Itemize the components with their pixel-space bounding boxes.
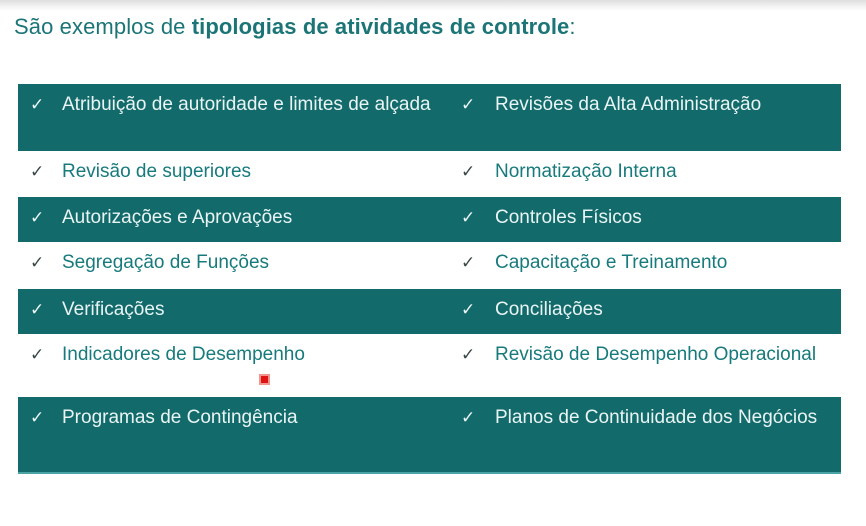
table-cell [18,197,461,242]
page-title-suffix: : [569,14,576,39]
table-row [18,151,841,197]
red-pointer-marker-icon [259,374,270,385]
list-item: Atribuição de autoridade e limites de alçada [62,94,431,115]
check-icon: ✓ [461,300,476,319]
table-cell [461,197,841,242]
table-cell [18,242,461,289]
list-item: Revisões da Alta Administração [495,94,762,115]
list-item: Autorizações e Aprovações [62,207,293,228]
table-cell [461,151,841,197]
page-title [14,14,576,40]
table-row [18,84,841,151]
check-icon: ✓ [461,162,476,181]
table-cell [461,242,841,289]
check-icon: ✓ [461,345,476,364]
check-icon: ✓ [30,95,45,114]
check-icon: ✓ [461,208,476,227]
table-cell [18,151,461,197]
check-icon: ✓ [30,408,45,427]
table-cell [18,334,461,397]
table-cell [18,397,461,472]
page-title-emphasis: tipologias de atividades de controle [191,14,570,39]
list-item: Planos de Continuidade dos Negócios [495,407,818,428]
table-cell [18,84,461,151]
top-edge-fade [0,0,866,11]
check-icon: ✓ [461,253,476,272]
table-cell [461,84,841,151]
check-icon: ✓ [30,345,45,364]
control-typologies-table [18,84,841,474]
table-row [18,197,841,242]
list-item: Revisão de Desempenho Operacional [495,344,817,365]
table-cell [461,334,841,397]
check-icon: ✓ [30,253,45,272]
table-row [18,397,841,474]
list-item: Revisão de superiores [62,161,252,182]
list-item: Normatização Interna [495,161,677,182]
list-item: Verificações [62,299,165,320]
check-icon: ✓ [461,408,476,427]
table-cell [461,397,841,472]
check-icon: ✓ [30,162,45,181]
list-item: Programas de Contingência [62,407,298,428]
table-row [18,334,841,397]
table-row [18,242,841,289]
check-icon: ✓ [30,208,45,227]
list-item: Indicadores de Desempenho [62,344,305,365]
table-cell [461,289,841,334]
check-icon: ✓ [461,95,476,114]
list-item: Segregação de Funções [62,252,270,273]
check-icon: ✓ [30,300,45,319]
list-item: Controles Físicos [495,207,642,228]
table-cell [18,289,461,334]
list-item: Capacitação e Treinamento [495,252,728,273]
table-row [18,289,841,334]
list-item: Conciliações [495,299,603,320]
page-title-prefix: São exemplos de [14,14,192,39]
